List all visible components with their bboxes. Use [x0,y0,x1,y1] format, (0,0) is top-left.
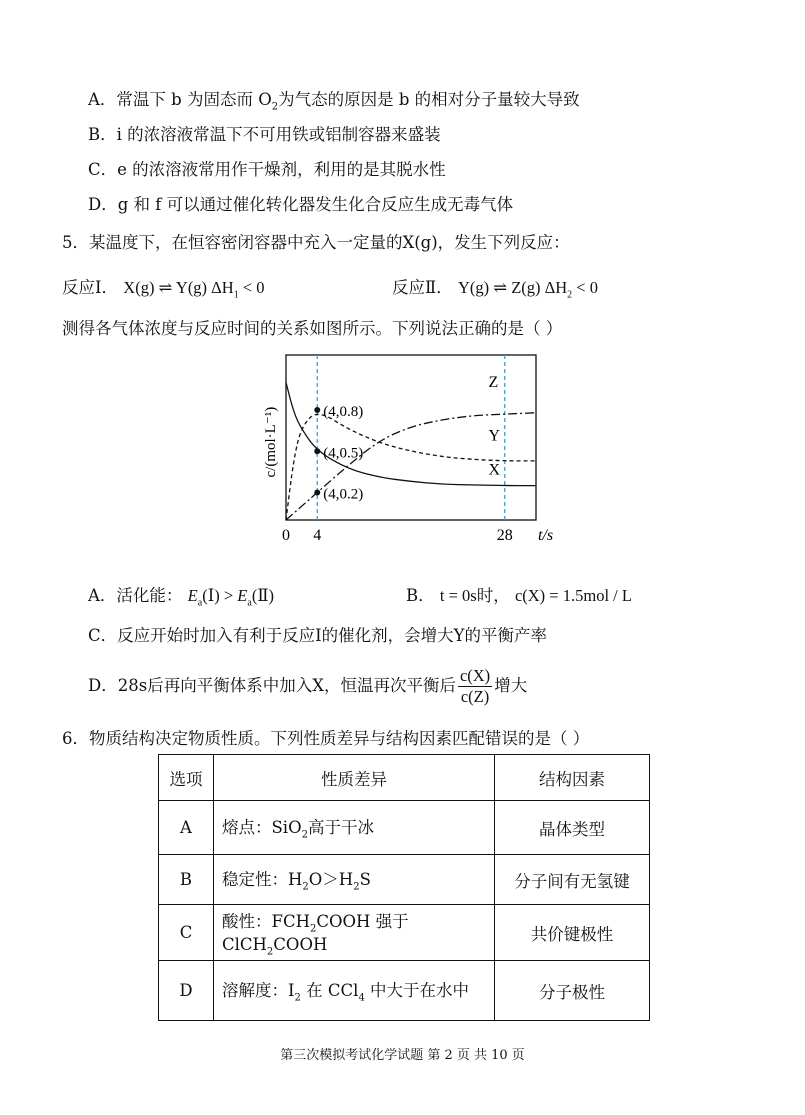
annotation-label-0: (4,0.8) [323,404,364,420]
annotation-point-2 [314,490,320,496]
table-header-property: 性质差异 [214,755,495,801]
q5-option-a: A．活化能： $E_a(Ⅰ)$ > $E_a(Ⅱ)$ [88,586,275,609]
table-row [159,801,650,855]
row-factor: 共价键极性 [495,905,650,961]
annotation-point-1 [314,448,320,454]
row-factor: 分子极性 [495,961,650,1021]
q6-stem: 6．物质结构决定物质性质。下列性质差异与结构因素匹配错误的是（ ） [62,729,590,748]
row-property: 溶解度：$I_2$ 在 CCl$_4$ 中大于在水中 [214,961,495,1021]
table-row [159,961,650,1021]
row-factor: 分子间有无氢键 [495,855,650,905]
q5-option-c: C．反应开始时加入有利于反应Ⅰ的催化剂，会增大Y的平衡产率 [88,626,548,645]
q5-option-b: B． t = 0s时， c(X) = 1.5mol / L [406,586,632,605]
q5-reaction-2: 反应Ⅱ． Y(g) ⇌ Z(g) $\Delta H_2 < 0$ [392,278,598,301]
annotation-label-2: (4,0.2) [323,486,364,503]
x-tick-28: 28 [496,527,513,544]
table-row [159,855,650,905]
table-header-option: 选项 [159,755,214,801]
x-axis-label: t/s [538,527,554,544]
q4-option-c: C．e 的浓溶液常用作干燥剂，利用的是其脱水性 [88,160,446,179]
page-footer: 第三次模拟考试化学试题 第 2 页 共 10 页 [280,1048,525,1063]
series-label-Y: Y [488,427,501,445]
row-property: 酸性：$FCH_2COOH$ 强于 ClCH$_2$COOH [214,905,495,961]
row-property: 熔点：SiO$_2$高于干冰 [214,801,495,855]
q5-stem: 5．某温度下，在恒容密闭容器中充入一定量的X(g)，发生下列反应： [62,233,570,252]
x-tick-0: 0 [282,527,290,544]
row-option: C [159,905,214,961]
y-axis-label: c/(mol·L⁻¹) [263,406,279,478]
row-property: 稳定性：$H_2O>H_2S$ [214,855,495,905]
table-header-factor: 结构因素 [495,755,650,801]
annotation-point-0 [314,407,320,413]
annotation-label-1: (4,0.5) [323,445,364,462]
concentration-time-chart [260,345,560,575]
row-option: B [159,855,214,905]
q5-option-d: D．28s后再向平衡体系中加入X，恒温再次平衡后 $\frac{c(X)}{c(Z)}$ 增大 [88,666,528,706]
table-row [159,905,650,961]
x-tick-4: 4 [313,527,322,544]
row-option: A [159,801,214,855]
q4-option-a: A．常温下 b 为固态而 $O_2$为气态的原因是 b 的相对分子量较大导致 [88,90,580,113]
series-label-Z: Z [488,373,499,391]
q5-prompt: 测得各气体浓度与反应时间的关系如图所示。下列说法正确的是（ ） [62,319,563,338]
row-factor: 晶体类型 [495,801,650,855]
q4-option-b: B．i 的浓溶液常温下不可用铁或铝制容器来盛装 [88,125,441,144]
series-label-X: X [488,461,501,479]
q6-table [158,754,650,1021]
row-option: D [159,961,214,1021]
q5-reaction-1: 反应Ⅰ． X(g) ⇌ Y(g) $\Delta H_1 < 0$ [62,278,265,301]
q4-option-d: D．g 和 f 可以通过催化转化器发生化合反应生成无毒气体 [88,195,514,214]
